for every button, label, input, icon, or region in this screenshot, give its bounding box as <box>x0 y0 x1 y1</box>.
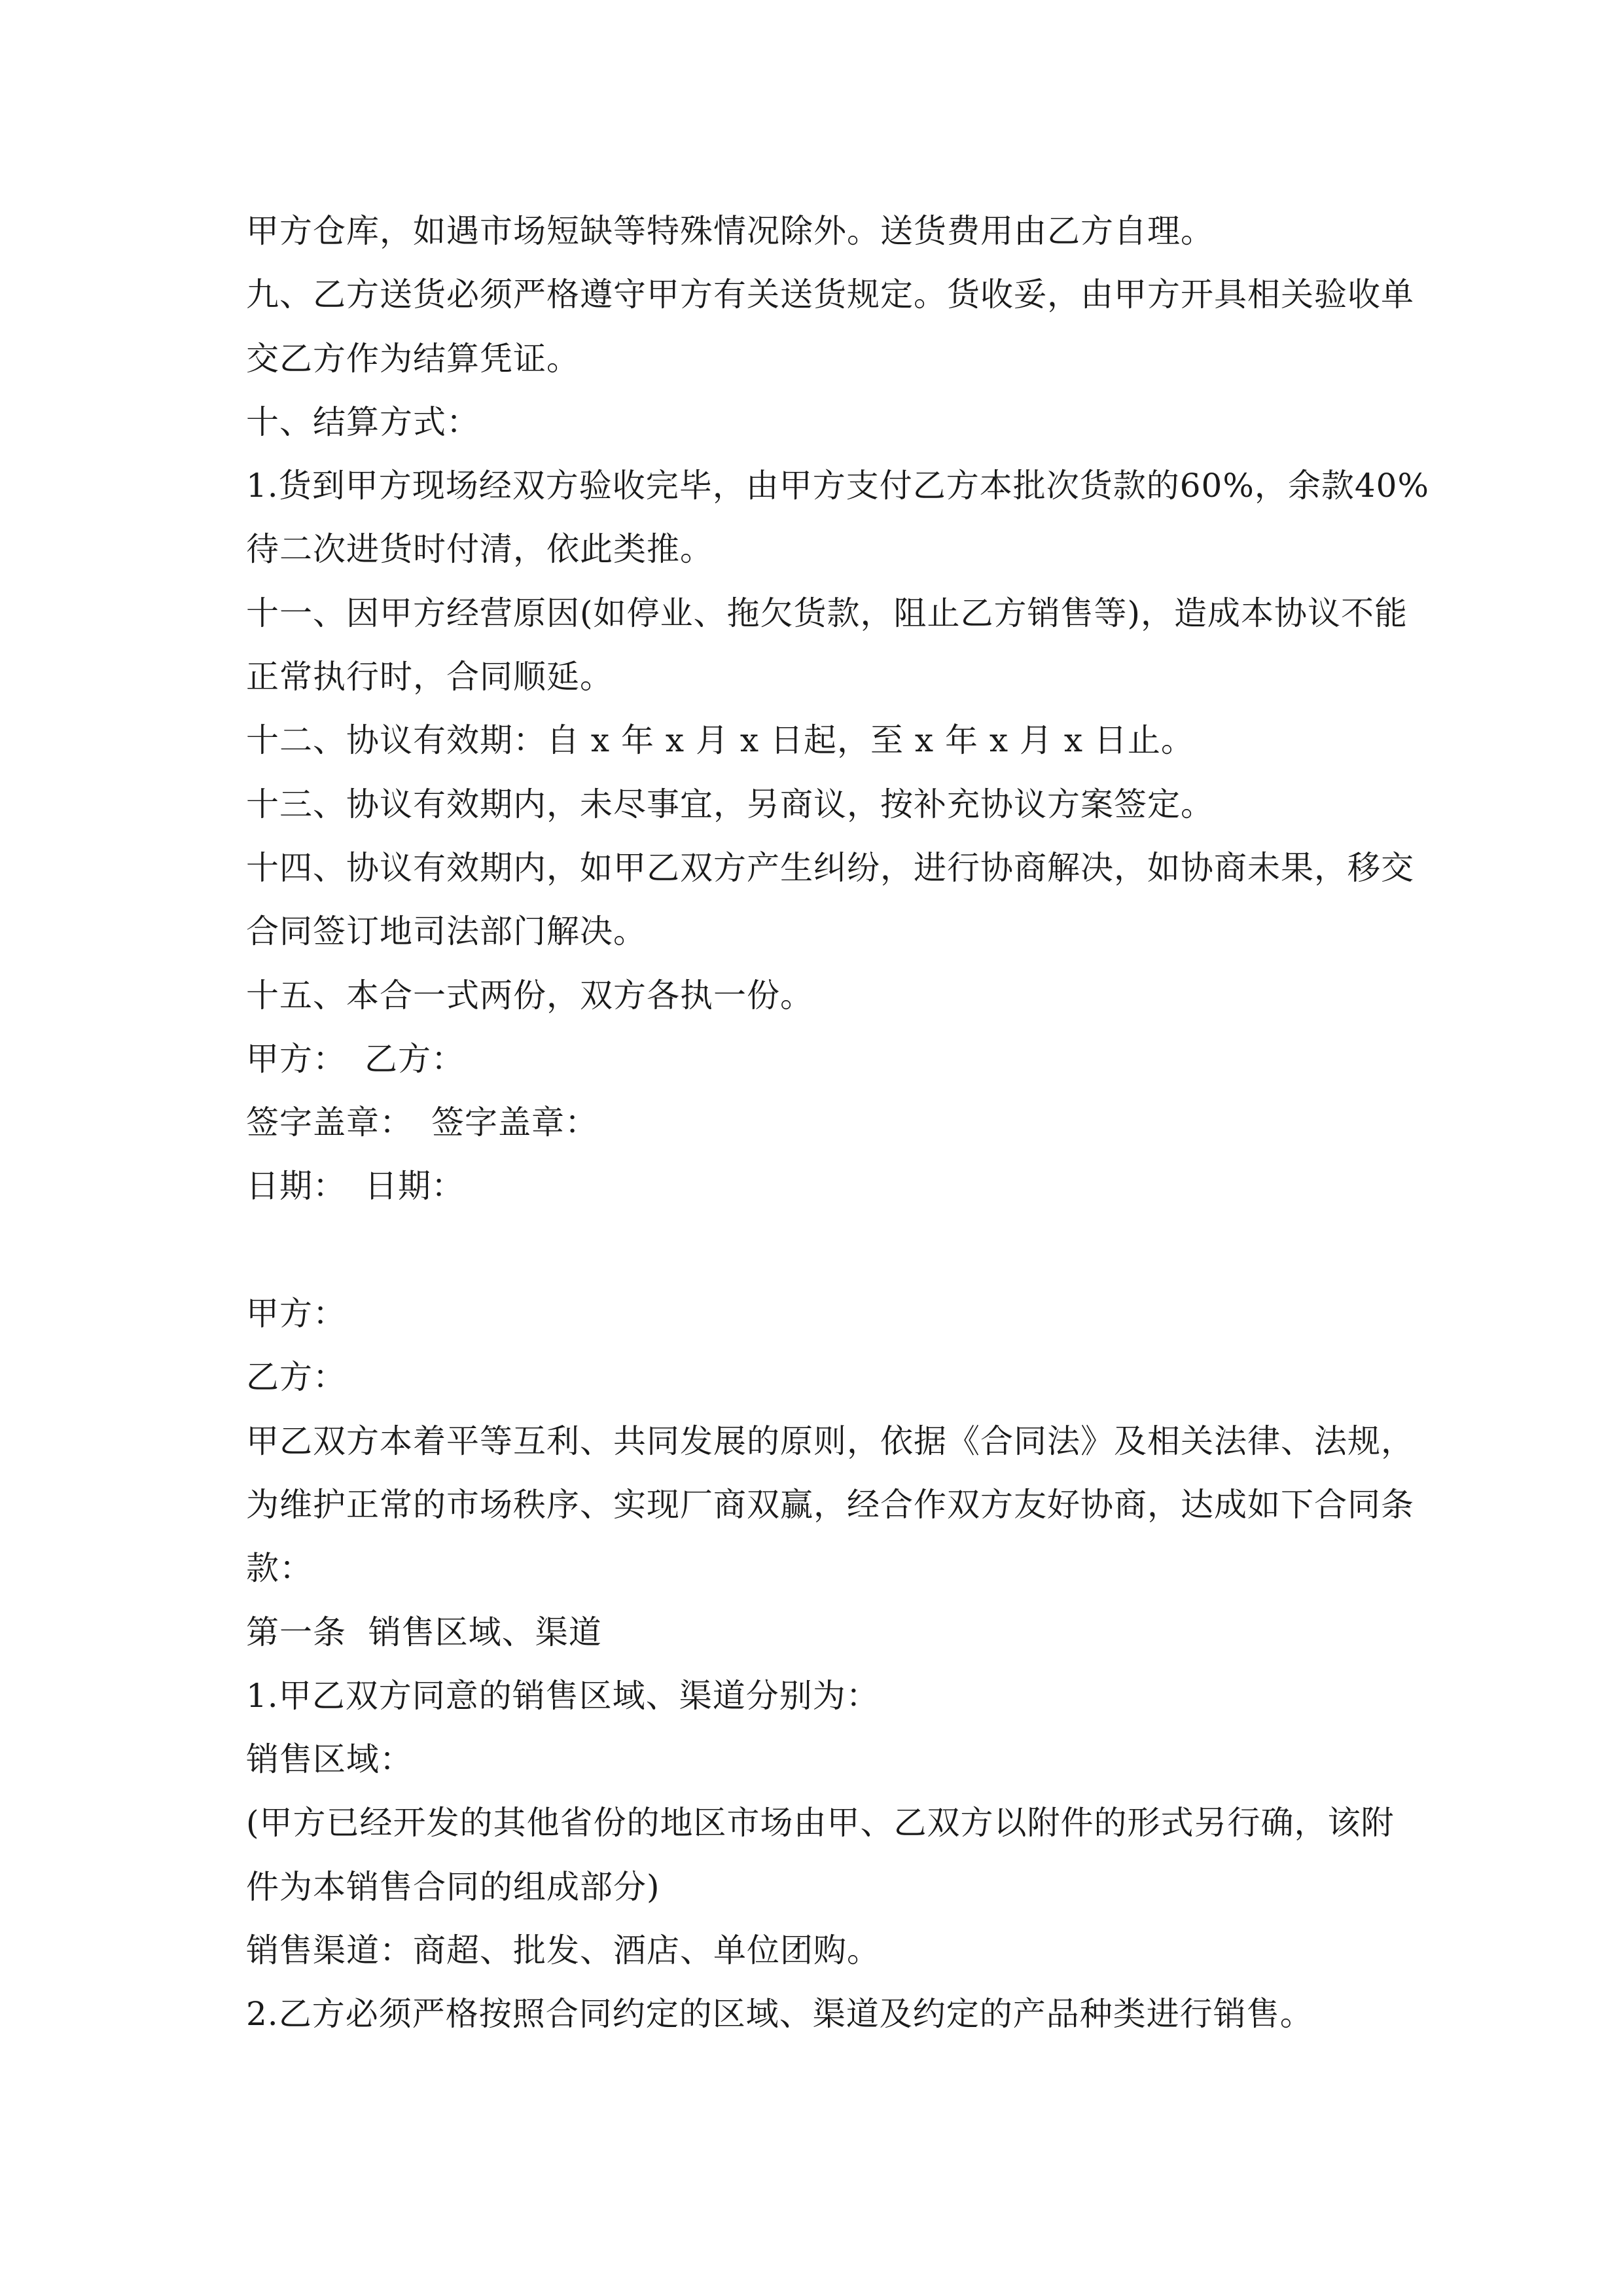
paragraph-line: 销售区域： <box>246 1740 413 1779</box>
sign-b-label: 签字盖章： <box>431 1103 598 1142</box>
party-a-label: 甲方： <box>246 1039 346 1078</box>
blank-line <box>246 1219 1391 1282</box>
signature-party-row <box>246 1028 1391 1091</box>
paragraph-line: 为维护正常的市场秩序、实现厂商双赢，经合作双方友好协商，达成如下合同条 <box>246 1485 1414 1524</box>
paragraph-line: 正常执行时，合同顺延。 <box>246 658 613 696</box>
paragraph-line: 十五、本合一式两份，双方各执一份。 <box>246 976 813 1014</box>
document-body <box>246 200 1429 2047</box>
party-a-line: 甲方： <box>246 1295 346 1333</box>
date-b-label: 日期： <box>365 1167 465 1206</box>
paragraph-line: 1.甲乙双方同意的销售区域、渠道分别为： <box>246 1676 880 1715</box>
paragraph-line: 十二、协议有效期：自 x 年 x 月 x 日起，至 x 年 x 月 x 日止。 <box>246 721 1194 760</box>
sign-a-label: 签字盖章： <box>246 1103 413 1142</box>
section-heading: 十、结算方式： <box>246 403 480 441</box>
paragraph-line: 十四、协议有效期内，如甲乙双方产生纠纷，进行协商解决，如协商未果，移交 <box>246 848 1414 887</box>
signature-date-row <box>246 1155 1391 1218</box>
paragraph-line: 九、乙方送货必须严格遵守甲方有关送货规定。货收妥，由甲方开具相关验收单 <box>246 276 1414 314</box>
paragraph-line: 件为本销售合同的组成部分) <box>246 1867 660 1906</box>
paragraph-line: 待二次进货时付清，依此类推。 <box>246 530 713 569</box>
paragraph-line: 十一、因甲方经营原因(如停业、拖欠货款，阻止乙方销售等)，造成本协议不能 <box>246 594 1408 632</box>
paragraph-line: 2.乙方必须严格按照合同约定的区域、渠道及约定的产品种类进行销售。 <box>246 1995 1313 2034</box>
paragraph-line: (甲方已经开发的其他省份的地区市场由甲、乙双方以附件的形式另行确，该附 <box>246 1804 1395 1842</box>
party-b-label: 乙方： <box>365 1039 465 1078</box>
party-b-line: 乙方： <box>246 1358 346 1397</box>
paragraph-line: 款： <box>246 1549 313 1588</box>
signature-seal-row <box>246 1091 1391 1155</box>
paragraph-line: 1.货到甲方现场经双方验收完毕，由甲方支付乙方本批次货款的60%，余款40% <box>246 467 1429 505</box>
article-heading: 第一条 销售区域、渠道 <box>246 1613 602 1651</box>
paragraph-line: 销售渠道：商超、批发、酒店、单位团购。 <box>246 1931 880 1970</box>
date-a-label: 日期： <box>246 1167 346 1206</box>
paragraph-line: 甲乙双方本着平等互利、共同发展的原则，依据《合同法》及相关法律、法规， <box>246 1422 1414 1460</box>
paragraph-line: 交乙方作为结算凭证。 <box>246 339 580 378</box>
paragraph-line: 合同签订地司法部门解决。 <box>246 912 647 951</box>
paragraph-line: 十三、协议有效期内，未尽事宜，另商议，按补充协议方案签定。 <box>246 785 1214 823</box>
paragraph-line: 甲方仓库，如遇市场短缺等特殊情况除外。送货费用由乙方自理。 <box>246 212 1214 250</box>
